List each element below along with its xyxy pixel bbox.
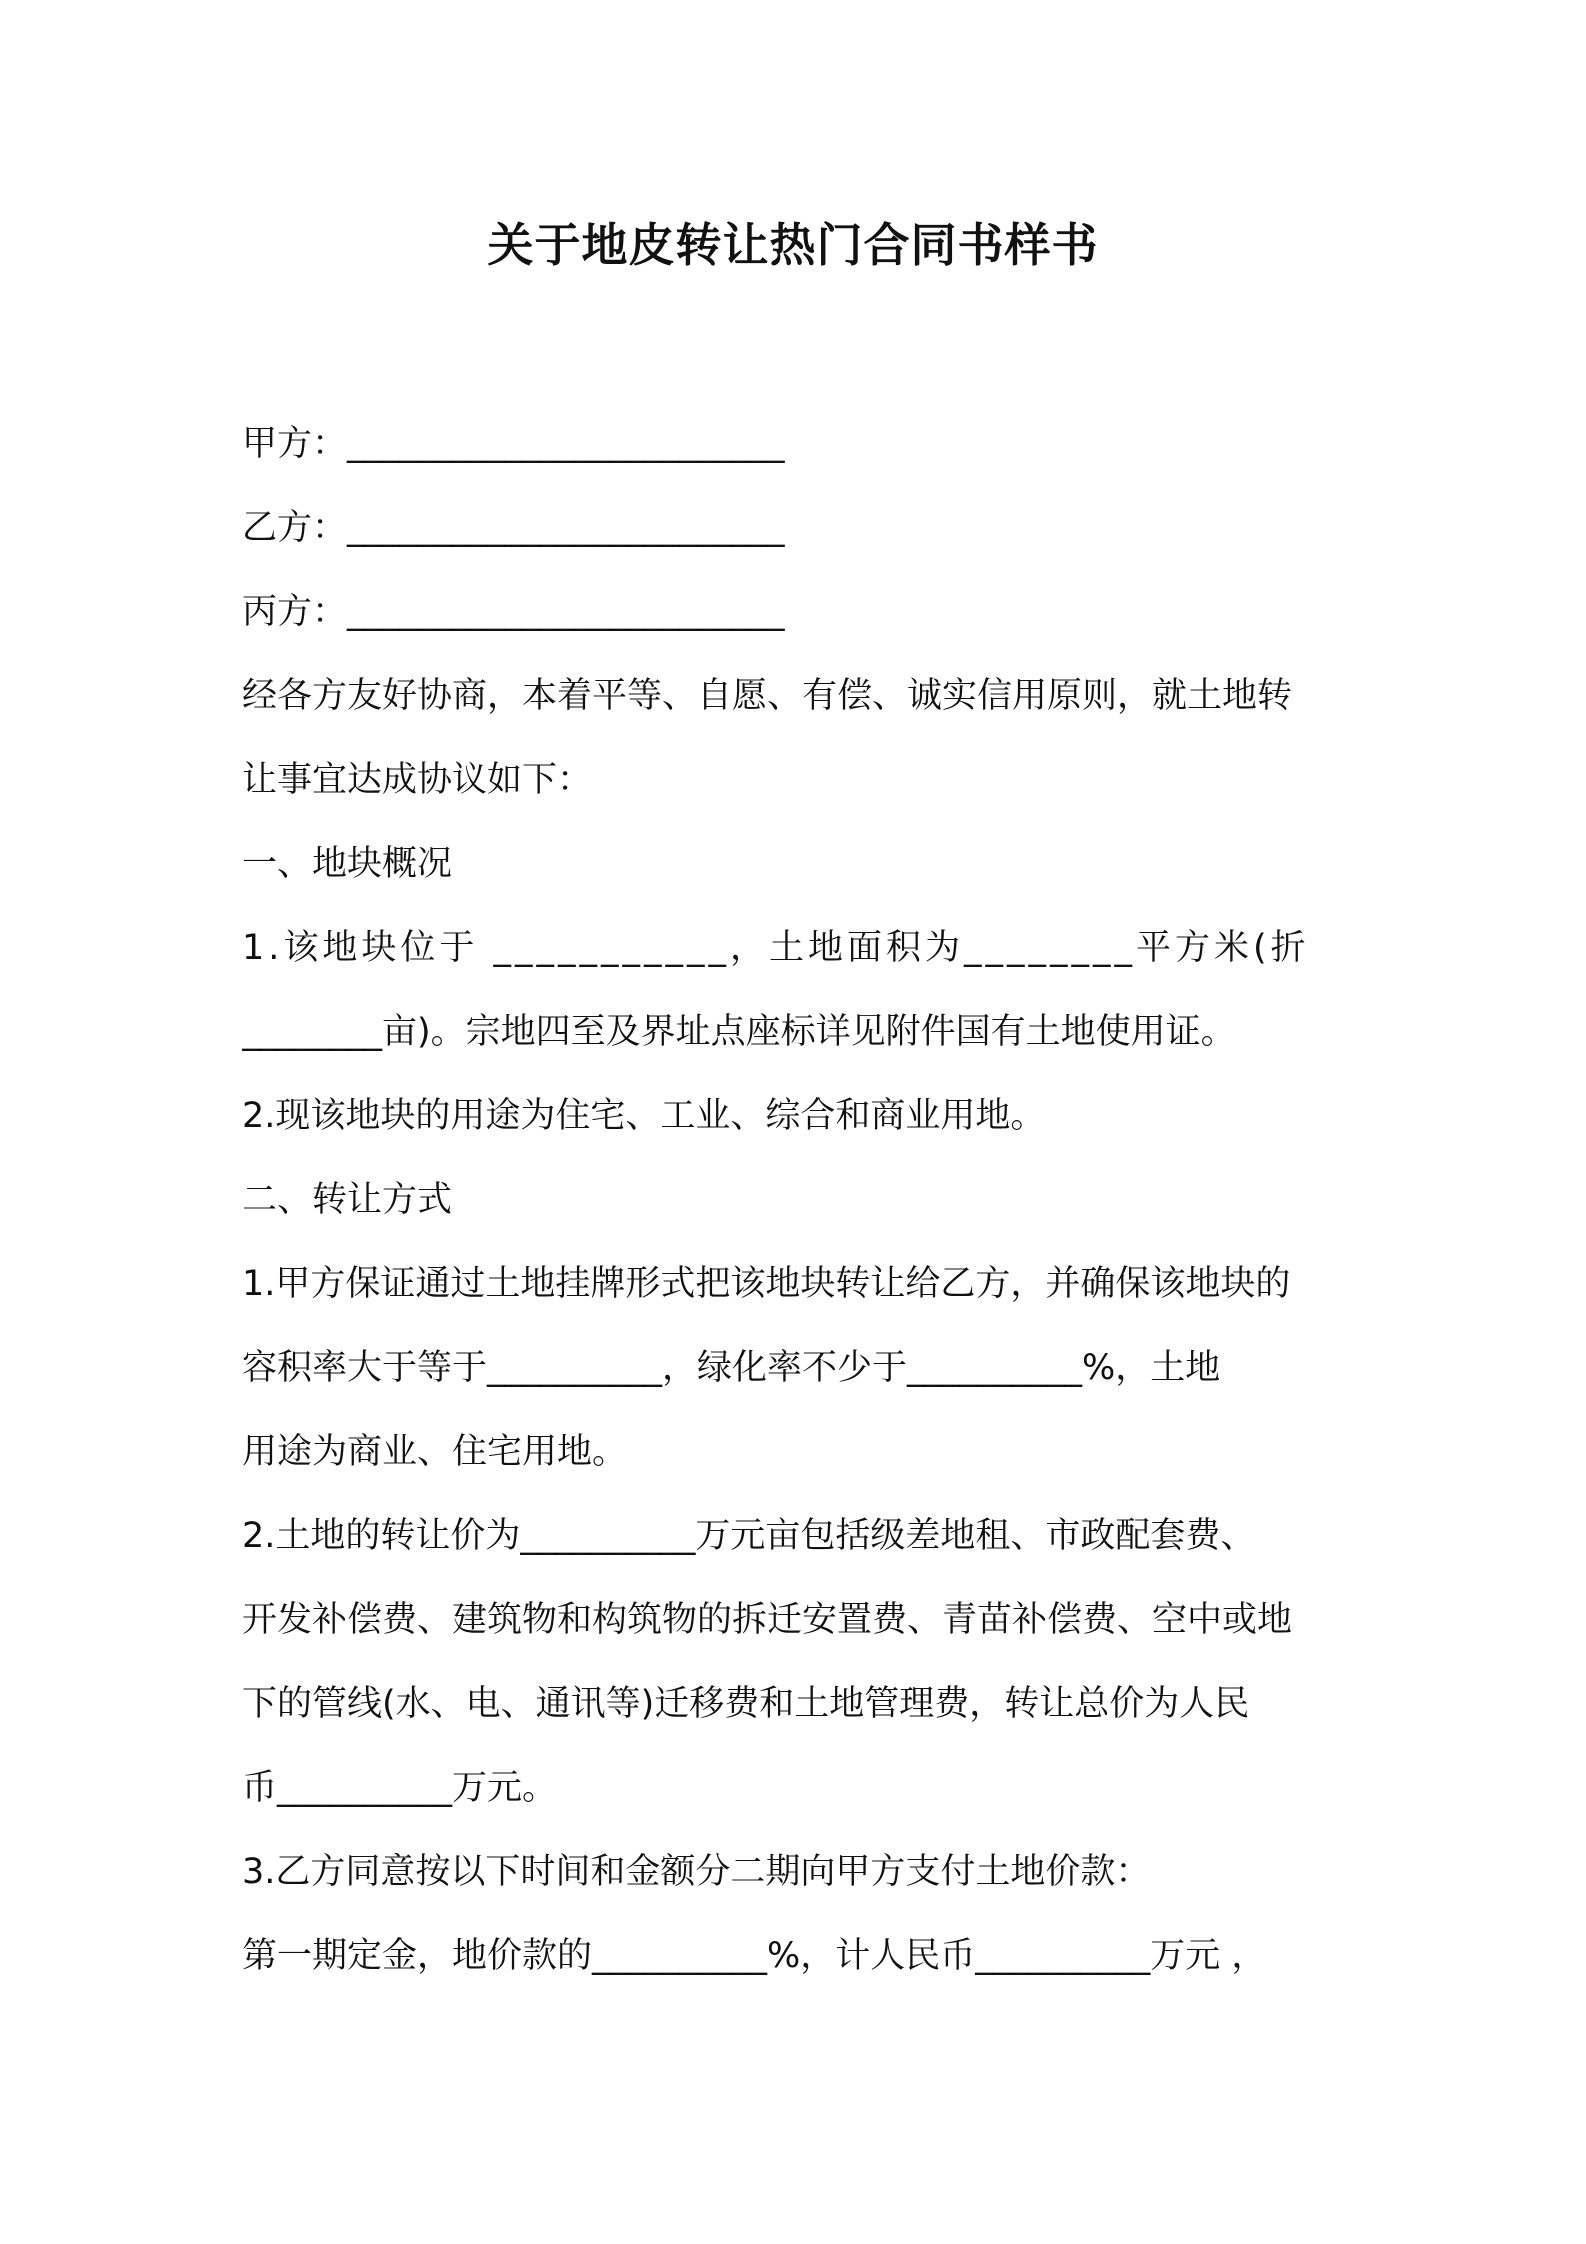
section-heading-1: 一、地块概况 xyxy=(242,844,453,884)
preamble-line-1: 经各方友好协商，本着平等、自愿、有偿、诚实信用原则，就土地转 xyxy=(242,676,1293,716)
clause-2-1-line-3: 用途为商业、住宅用地。 xyxy=(242,1432,628,1472)
document-body xyxy=(242,402,1362,1998)
clause-2-2-line-2: 开发补偿费、建筑物和构筑物的拆迁安置费、青苗补偿费、空中或地 xyxy=(242,1600,1293,1640)
clause-1-2: 2.现该地块的用途为住宅、工业、综合和商业用地。 xyxy=(242,1096,1046,1136)
clause-2-1-line-2: 容积率大于等于__________，绿化率不少于__________%，土地 xyxy=(242,1348,1221,1388)
party-a-line: 甲方：_________________________ xyxy=(242,424,785,464)
clause-2-2-line-3: 下的管线(水、电、通讯等)迁移费和土地管理费，转让总价为人民 xyxy=(242,1684,1250,1724)
clause-1-1-line-2: ________亩)。宗地四至及界址点座标详见附件国有土地使用证。 xyxy=(242,1012,1236,1052)
preamble-line-2: 让事宜达成协议如下： xyxy=(242,760,593,800)
payment-phase-1: 第一期定金，地价款的__________%，计人民币__________万元 ， xyxy=(242,1936,1267,1976)
clause-2-3: 3.乙方同意按以下时间和金额分二期向甲方支付土地价款： xyxy=(242,1852,1151,1892)
clause-2-2-line-4: 币__________万元。 xyxy=(242,1768,558,1808)
party-c-line: 丙方：_________________________ xyxy=(242,592,785,632)
party-b-line: 乙方：_________________________ xyxy=(242,508,785,548)
document-title: 关于地皮转让热门合同书样书 xyxy=(487,218,1099,272)
clause-2-1-line-1: 1.甲方保证通过土地挂牌形式把该地块转让给乙方，并确保该地块的 xyxy=(242,1264,1291,1304)
section-heading-2: 二、转让方式 xyxy=(242,1180,453,1220)
clause-1-1-line-1: 1.该地块位于 ___________，土地面积为________平方米(折 xyxy=(242,928,1310,968)
clause-2-2-line-1: 2.土地的转让价为__________万元亩包括级差地租、市政配套费、 xyxy=(242,1516,1256,1556)
